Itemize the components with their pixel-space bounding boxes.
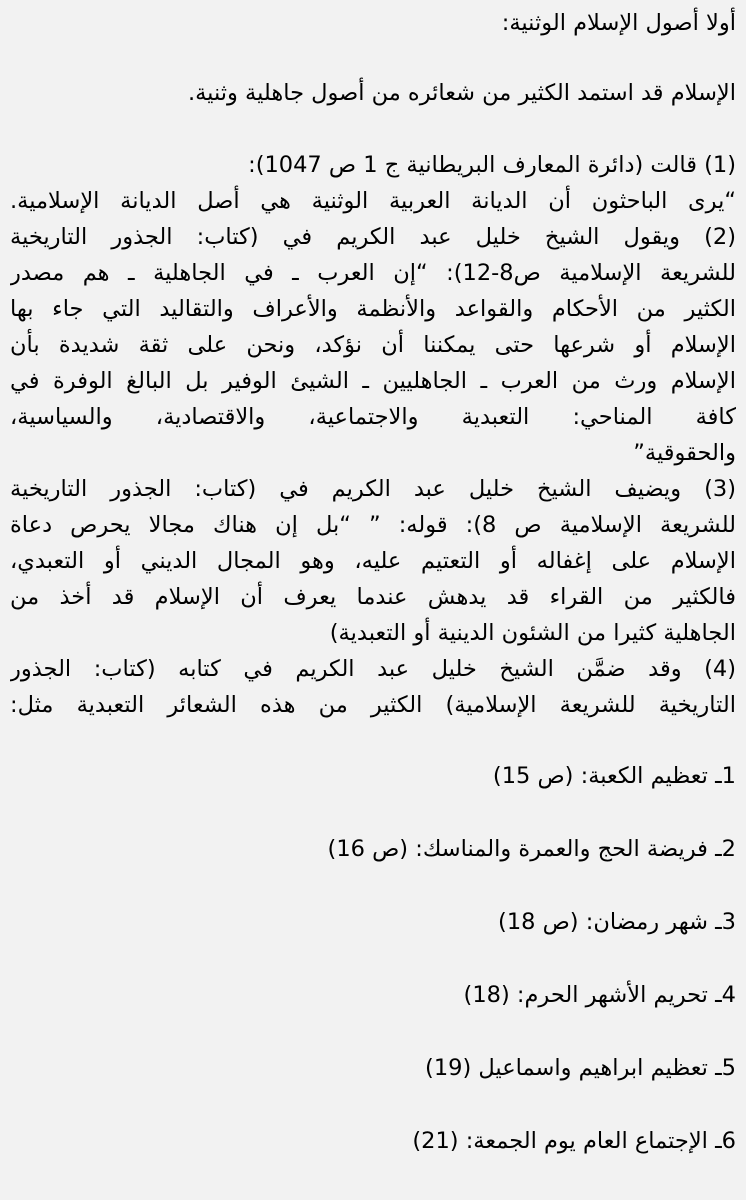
paragraph-line: والحقوقية” xyxy=(633,440,736,466)
paragraph-line: (4) وقد ضمَّن الشيخ خليل عبد الكريم في كتابه (كتاب: الجذور xyxy=(10,656,736,682)
paragraph-line: الإسلام ورث من العرب ـ الجاهليين ـ الشيئ الوفير بل البالغ الوفرة في xyxy=(10,368,736,394)
list-item: 4ـ تحريم الأشهر الحرم: (18) xyxy=(463,982,736,1008)
paragraph-line: الجاهلية كثيرا من الشئون الدينية أو التعبدية) xyxy=(329,620,736,646)
list-item: 5ـ تعظيم ابراهيم واسماعيل (19) xyxy=(425,1055,736,1081)
paragraph-line: كافة المناحي: التعبدية والاجتماعية، والاقتصادية، والسياسية، xyxy=(10,404,736,430)
paragraph-line: للشريعة الإسلامية ص8-12): “إن العرب ـ في الجاهلية ـ هم مصدر xyxy=(10,260,736,286)
paragraph-line: فالكثير من القراء قد يدهش عندما يعرف أن الإسلام قد أخذ من xyxy=(10,584,736,610)
list-item: 2ـ فريضة الحج والعمرة والمناسك: (ص 16) xyxy=(327,836,736,862)
list-item: 1ـ تعظيم الكعبة: (ص 15) xyxy=(492,763,736,789)
paragraph-line: الكثير من الأحكام والقواعد والأنظمة والأعراف والتقاليد التي جاء بها xyxy=(10,296,736,322)
section-title: أولا أصول الإسلام الوثنية: xyxy=(501,10,736,36)
list-item: 6ـ الإجتماع العام يوم الجمعة: (21) xyxy=(412,1128,736,1154)
paragraph-line: “يرى الباحثون أن الديانة العربية الوثنية هي أصل الديانة الإسلامية. xyxy=(10,188,736,214)
paragraph-line: (2) ويقول الشيخ خليل عبد الكريم في (كتاب: الجذور التاريخية xyxy=(10,224,736,250)
paragraph-line: للشريعة الإسلامية ص 8): قوله: ” “بل إن هناك مجالا يحرص دعاة xyxy=(10,512,736,538)
paragraph-line: الإسلام أو شرعها حتى يمكننا أن نؤكد، ونحن على ثقة شديدة بأن xyxy=(10,332,736,358)
list-item: 3ـ شهر رمضان: (ص 18) xyxy=(498,909,736,935)
thesis-line: الإسلام قد استمد الكثير من شعائره من أصول جاهلية وثنية. xyxy=(187,80,736,106)
paragraph-line: الإسلام على إغفاله أو التعتيم عليه، وهو المجال الديني أو التعبدي، xyxy=(10,548,736,574)
paragraph-line: (1) قالت (دائرة المعارف البريطانية ج 1 ص 1047): xyxy=(248,152,736,178)
paragraph-line: (3) ويضيف الشيخ خليل عبد الكريم في (كتاب: الجذور التاريخية xyxy=(10,476,736,502)
paragraph-line: التاريخية للشريعة الإسلامية) الكثير من هذه الشعائر التعبدية مثل: xyxy=(10,692,736,718)
